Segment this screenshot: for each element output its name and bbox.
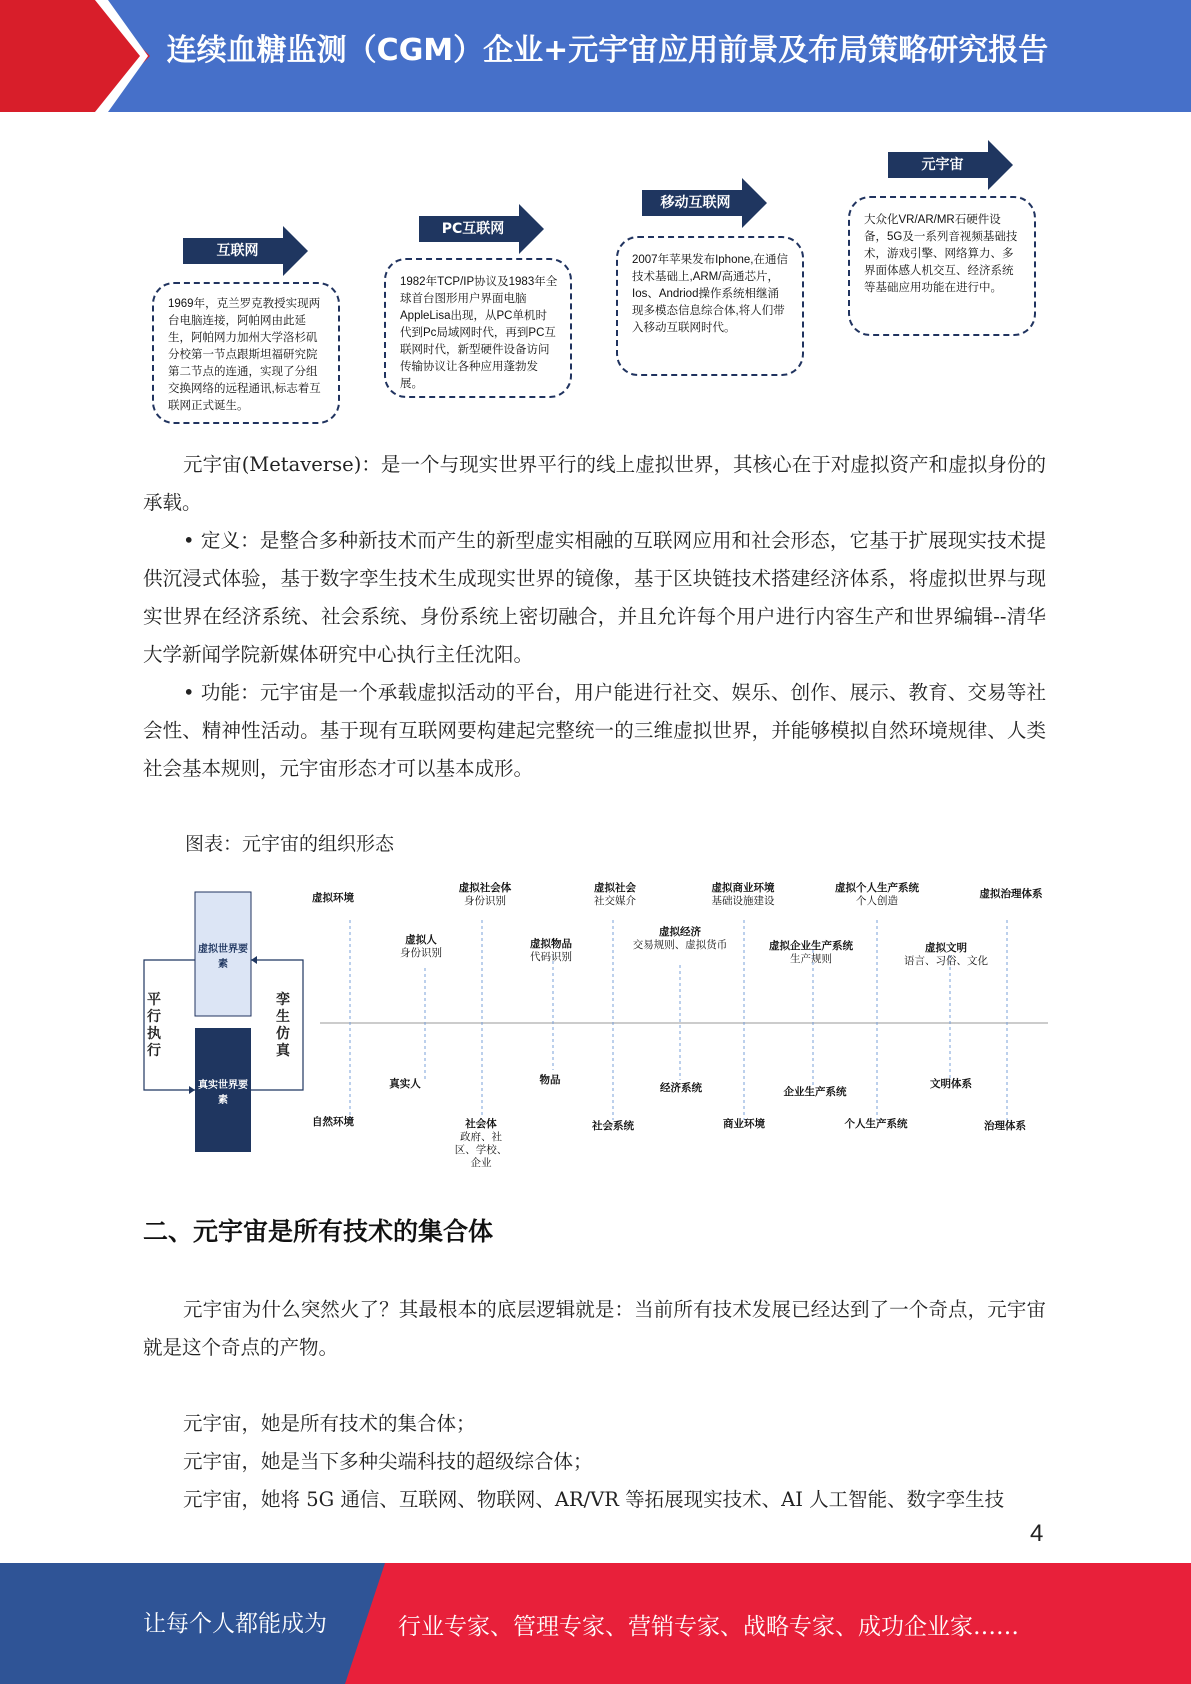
- diagram-top-label: 虚拟人 身份识别: [400, 934, 442, 959]
- timeline-box-mobile-internet: 2007年苹果发布Iphone,在通信技术基础上,ARM/高通芯片，Ios、Andriod操作系统相继涌现多模态信息综合体,将人们带入移动互联网时代。: [616, 236, 804, 376]
- header-chevron-decoration: [0, 0, 160, 112]
- diagram-bottom-label: 自然环境: [312, 1116, 354, 1128]
- timeline-label-metaverse: 元宇宙: [921, 157, 964, 173]
- footer-slogan-left: 让每个人都能成为: [143, 1611, 327, 1637]
- timeline-label-pc-internet: PC互联网: [441, 221, 505, 237]
- real-world-box-label: 真实世界要素: [198, 1080, 248, 1106]
- section2-statements: [143, 1405, 1046, 1519]
- diagram-top-label: 虚拟经济 交易规则、虚拟货币: [632, 926, 728, 951]
- diagram-bottom-label: 企业生产系统: [783, 1086, 847, 1098]
- timeline-box-metaverse: 大众化VR/AR/MR石硬件设备，5G及一系列音视频基础技术，游戏引擎、网络算力、多界面体感人机交互、经济系统等基础应用功能在进行中。: [848, 196, 1036, 336]
- diagram-bottom-label: 治理体系: [984, 1120, 1026, 1132]
- page-number: 4: [1030, 1520, 1044, 1547]
- virtual-world-box-label: 虚拟世界要素: [198, 944, 248, 970]
- diagram-bottom-label: 经济系统: [660, 1082, 702, 1094]
- section2-paragraphs: [143, 1291, 1046, 1367]
- timeline-label-internet: 互联网: [216, 243, 259, 259]
- paragraph-definition: • 定义：是整合多种新技术而产生的新型虚实相融的互联网应用和社会形态，它基于扩展现实技术提供沉浸式体验，基于数字孪生技术生成现实世界的镜像，基于区块链技术搭建经济体系，将虚拟世界与现实世界在经济系统、社会系统、身份系统上密切融合，并且允许每个用户进行内容生产和世界编辑--清华大学新闻学院新媒体研究中心执行主任沈阳。: [143, 529, 1046, 666]
- document-title: 连续血糖监测（CGM）企业+元宇宙应用前景及布局策略研究报告: [166, 33, 1049, 68]
- diagram-bottom-label: 商业环境: [723, 1118, 765, 1130]
- diagram-bottom-label: 社会体 政府、社区、学校、企业: [454, 1118, 508, 1169]
- organization-diagram: [143, 880, 1053, 1169]
- paragraph-why: 元宇宙为什么突然火了？其最根本的底层逻辑就是：当前所有技术发展已经达到了一个奇点，元宇宙就是这个奇点的产物。: [143, 1298, 1046, 1359]
- diagram-top-label: 虚拟物品 代码识别: [530, 938, 572, 963]
- twin-simulation-label: 孪生仿真: [276, 992, 290, 1059]
- timeline-graphic: [0, 130, 1191, 430]
- intro-paragraphs: [143, 446, 1046, 788]
- paragraph-function: • 功能：元宇宙是一个承载虚拟活动的平台，用户能进行社交、娱乐、创作、展示、教育、交易等社会性、精神性活动。基于现有互联网要构建起完整统一的三维虚拟世界，并能够模拟自然环境规律、人类社会基本规则，元宇宙形态才可以基本成形。: [143, 681, 1046, 780]
- diagram-top-label: 虚拟个人生产系统 个人创造: [835, 882, 919, 907]
- timeline-box-pc-internet: 1982年TCP/IP协议及1983年全球首台图形用户界面电脑AppleLisa出现，从PC单机时代到Pc局域网时代，再到PC互联网时代，新型硬件设备访问传输协议让各种应用蓬勃发展。: [384, 258, 572, 398]
- diagram-top-label: 虚拟社会 社交媒介: [594, 882, 636, 907]
- diagram-bottom-label: 文明体系: [930, 1078, 972, 1090]
- diagram-bottom-label: 个人生产系统: [844, 1118, 908, 1130]
- timeline-box-internet: 1969年，克兰罗克教授实现两台电脑连接，阿帕网由此延生，阿帕网力加州大学洛杉矶分校第一节点跟斯坦福研究院第二节点的连通，实现了分组交换网络的远程通讯,标志着互联网正式诞生。: [152, 282, 340, 424]
- diagram-bottom-label: 物品: [539, 1074, 561, 1086]
- paragraph-statement: 元宇宙，她是所有技术的集合体；: [183, 1412, 476, 1435]
- diagram-top-label: 虚拟治理体系: [979, 888, 1043, 900]
- paragraph-statement: 元宇宙，她是当下多种尖端科技的超级综合体；: [183, 1450, 593, 1473]
- diagram-top-label: 虚拟社会体 身份识别: [458, 882, 512, 907]
- diagram-top-label: 虚拟企业生产系统 生产规则: [769, 940, 853, 965]
- diagram-top-label: 虚拟环境: [312, 892, 354, 904]
- diagram-bottom-label: 社会系统: [592, 1120, 634, 1132]
- diagram-top-label: 虚拟文明 语言、习俗、文化: [904, 942, 988, 967]
- paragraph-statement: 元宇宙，她将 5G 通信、互联网、物联网、AR/VR 等拓展现实技术、AI 人工智能、数字孪生技: [183, 1488, 1005, 1511]
- section-heading: 二、元宇宙是所有技术的集合体: [143, 1217, 494, 1246]
- figure-caption: 图表：元宇宙的组织形态: [185, 833, 395, 855]
- footer-slogan-right: 行业专家、管理专家、营销专家、战略专家、成功企业家……: [398, 1614, 1019, 1640]
- diagram-top-label: 虚拟商业环境 基础设施建设: [711, 882, 775, 907]
- diagram-bottom-label: 真实人: [389, 1078, 421, 1090]
- paragraph-metaverse-intro: 元宇宙(Metaverse)：是一个与现实世界平行的线上虚拟世界，其核心在于对虚拟资产和虚拟身份的承载。: [143, 453, 1046, 514]
- timeline-label-mobile-internet: 移动互联网: [660, 195, 731, 211]
- parallel-execution-label: 平行执行: [147, 992, 161, 1059]
